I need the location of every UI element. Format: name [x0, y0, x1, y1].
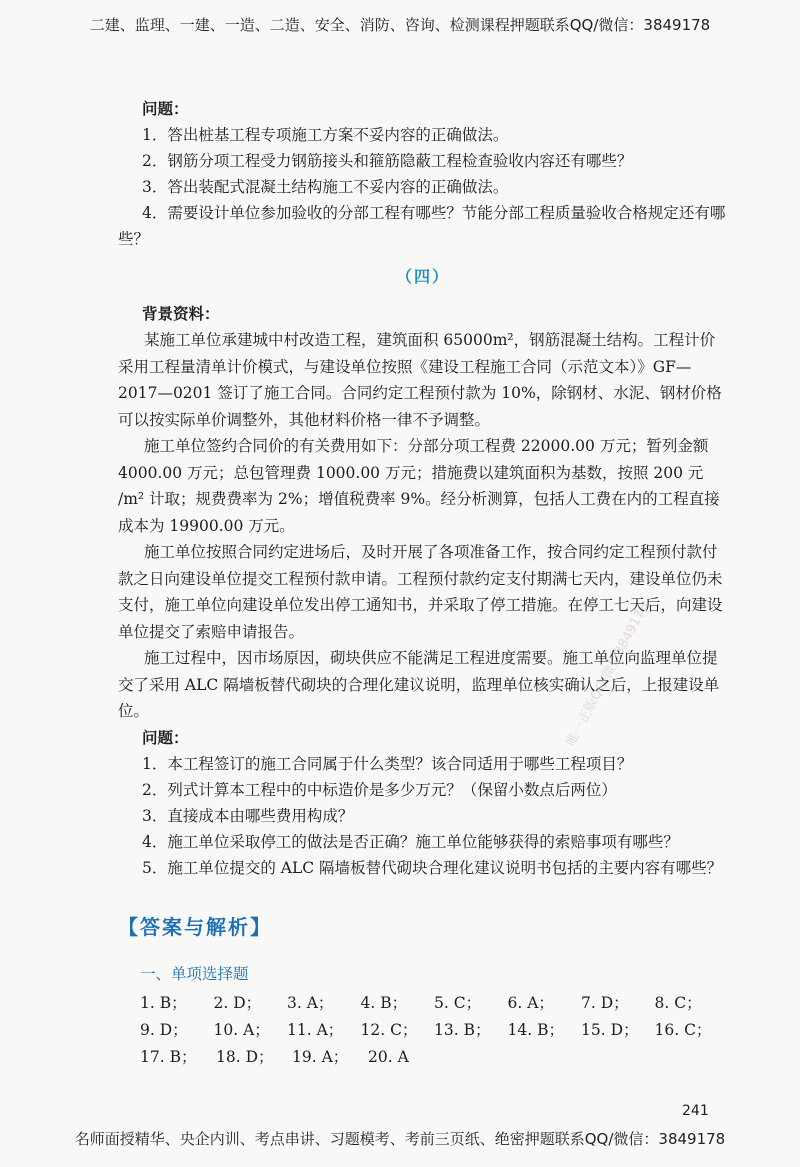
- answer-item: 11. A；: [287, 1020, 344, 1039]
- section-title: （四）: [395, 267, 450, 286]
- answer-item: 10. A；: [213, 1020, 270, 1039]
- answer-item: 19. A；: [292, 1047, 349, 1066]
- answer-row: [118, 990, 728, 1017]
- answer-item: 15. D；: [581, 1020, 639, 1039]
- answer-row: [118, 1017, 728, 1044]
- answer-item: 3. A；: [287, 993, 334, 1012]
- paragraph: 施工单位按照合同约定进场后，及时开展了各项准备工作，按合同约定工程预付款付款之日向建设单位提交工程预付款申请。工程预付款约定支付期满七天内，建设单位仍未支付，施工单位向建设单位发出停工通知书，并采取了停工措施。在停工七天后，向建设单位提交了索赔申请报告。: [118, 543, 723, 641]
- question-item: 2．钢筋分项工程受力钢筋接头和箍筋隐蔽工程检查验收内容还有哪些？: [142, 152, 633, 170]
- answer-item: 13. B；: [434, 1020, 491, 1039]
- answer-item: 14. B；: [507, 1020, 564, 1039]
- answer-item: 5. C；: [434, 993, 482, 1012]
- questions-label: 问题：: [142, 728, 189, 747]
- question-item: 3．答出装配式混凝土结构施工不妥内容的正确做法。: [142, 178, 509, 196]
- paragraph: 施工过程中，因市场原因，砌块供应不能满足工程进度需要。施工单位向监理单位提交了采用 ALC 隔墙板替代砌块的合理化建议说明，监理单位核实确认之后，上报建设单位。: [118, 649, 720, 720]
- answer-item: 16. C；: [654, 1020, 712, 1039]
- answer-item: 8. C；: [654, 993, 702, 1012]
- paragraph: 某施工单位承建城中村改造工程，建筑面积 65000m²，钢筋混凝土结构。工程计价采用工程量清单计价模式，与建设单位按照《建设工程施工合同（示范文本）》GF—2017—0201 签订了施工合同。合同约定工程预付款为 10%，除钢材、水泥、钢材价格可以按实际单价调整外，其他材料价格一律不予调整。: [118, 331, 722, 429]
- answer-subtitle: 一、单项选择题: [140, 964, 249, 983]
- background-label: 背景资料：: [142, 305, 220, 323]
- page-header: 二建、监理、一建、一造、二造、安全、消防、咨询、检测课程押题联系QQ/微信：3849178: [89, 16, 711, 34]
- answer-item: 4. B；: [360, 993, 408, 1012]
- answer-item: 17. B；: [140, 1047, 197, 1066]
- answer-item: 18. D；: [216, 1047, 274, 1066]
- question-item: 4．需要设计单位参加验收的分部工程有哪些？节能分部工程质量验收合格规定还有哪些？: [118, 204, 726, 248]
- answer-item: 12. C；: [360, 1020, 418, 1039]
- watermark: 唯一正版QQ/微信3849178: [563, 599, 653, 749]
- answer-item: 2. D；: [213, 993, 262, 1012]
- question-item: 3．直接成本由哪些费用构成？: [142, 806, 354, 825]
- questions-label: 问题：: [142, 100, 189, 118]
- answer-item: 1. B；: [140, 993, 187, 1012]
- page-content: [118, 96, 728, 1071]
- page-footer: 名师面授精华、央企内训、考点串讲、习题模考、考前三页纸、绝密押题联系QQ/微信：3849178: [74, 1130, 726, 1148]
- answer-item: 20. A: [368, 1047, 409, 1066]
- answer-row: [118, 1044, 728, 1071]
- question-item: 4．施工单位采取停工的做法是否正确？施工单位能够获得的索赔事项有哪些？: [142, 832, 679, 851]
- answer-item: 9. D；: [140, 1020, 188, 1039]
- question-item: 1．本工程签订的施工合同属于什么类型？该合同适用于哪些工程项目？: [142, 754, 633, 773]
- question-item: 2．列式计算本工程中的中标造价是多少万元？（保留小数点后两位）: [142, 780, 617, 799]
- question-item: 1．答出桩基工程专项施工方案不妥内容的正确做法。: [142, 126, 509, 144]
- answer-item: 6. A；: [507, 993, 554, 1012]
- page-number: 241: [682, 1103, 709, 1119]
- answer-item: 7. D；: [581, 993, 629, 1012]
- question-item: 5．施工单位提交的 ALC 隔墙板替代砌块合理化建议说明书包括的主要内容有哪些？: [142, 858, 723, 877]
- paragraph: 施工单位签约合同价的有关费用如下：分部分项工程费 22000.00 万元；暂列金额 4000.00 万元；总包管理费 1000.00 万元；措施费以建筑面积为基数，按照 200 元 /m² 计取；规费费率为 2%；增值税费率 9%。经分析测算，包括人工费在内的工程直接成本为 19900.00 万元。: [118, 437, 720, 535]
- answer-section-title: 【答案与解析】: [118, 914, 272, 939]
